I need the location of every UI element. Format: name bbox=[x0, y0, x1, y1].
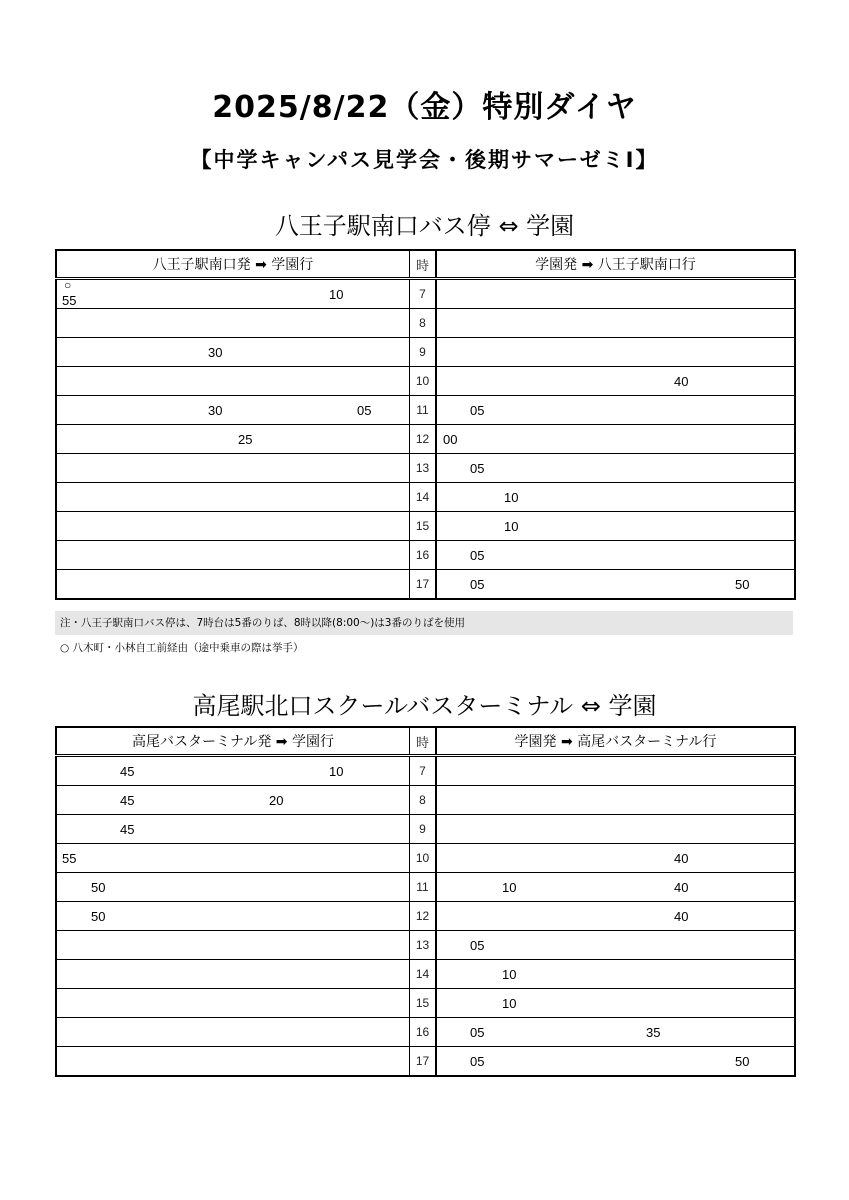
hour-column-header: 時 bbox=[410, 727, 437, 756]
departures-right-cell bbox=[436, 931, 795, 960]
departures-right-cell bbox=[436, 512, 795, 541]
departures-left-cell bbox=[56, 279, 410, 309]
departure-minute: 55 bbox=[62, 293, 77, 308]
departure-minute: 05 bbox=[470, 577, 485, 592]
departure-minute: 55 bbox=[62, 851, 77, 866]
table-row bbox=[56, 483, 795, 512]
table-row bbox=[56, 367, 795, 396]
hour-cell: 12 bbox=[410, 902, 437, 931]
hour-cell: 14 bbox=[410, 483, 437, 512]
departure-minute: 30 bbox=[208, 403, 223, 418]
table-row bbox=[56, 1047, 795, 1077]
departure-minute: 30 bbox=[208, 345, 223, 360]
departures-right-cell bbox=[436, 425, 795, 454]
departure-minute: 05 bbox=[357, 403, 372, 418]
hour-cell: 7 bbox=[410, 756, 437, 786]
departures-right-cell bbox=[436, 396, 795, 425]
hour-cell: 13 bbox=[410, 931, 437, 960]
departures-left-cell bbox=[56, 454, 410, 483]
departures-right-cell bbox=[436, 454, 795, 483]
hour-cell: 9 bbox=[410, 815, 437, 844]
departure-minute: 10 bbox=[502, 996, 517, 1011]
departure-minute: 10 bbox=[502, 880, 517, 895]
departures-right-cell bbox=[436, 1018, 795, 1047]
hour-cell: 11 bbox=[410, 396, 437, 425]
departure-minute: 35 bbox=[646, 1025, 661, 1040]
departure-minute: 40 bbox=[674, 909, 689, 924]
table-row bbox=[56, 279, 795, 309]
table-row bbox=[56, 570, 795, 600]
right-column-header: 学園発 ➡ 高尾バスターミナル行 bbox=[436, 727, 795, 756]
departures-left-cell bbox=[56, 960, 410, 989]
departures-left-cell bbox=[56, 1047, 410, 1077]
departure-minute: 05 bbox=[470, 938, 485, 953]
table-row bbox=[56, 541, 795, 570]
page-title: 2025/8/22（金）特別ダイヤ bbox=[212, 90, 637, 125]
table-row bbox=[56, 844, 795, 873]
table-row bbox=[56, 756, 795, 786]
route-via-note: ○ 八木町・小林自工前経由（途中乗車の際は挙手） bbox=[60, 642, 304, 654]
departures-right-cell bbox=[436, 541, 795, 570]
departure-minute: 05 bbox=[470, 403, 485, 418]
departures-right-cell bbox=[436, 367, 795, 396]
departure-minute: 05 bbox=[470, 461, 485, 476]
departures-right-cell bbox=[436, 756, 795, 786]
departure-minute: 10 bbox=[504, 490, 519, 505]
table-row bbox=[56, 786, 795, 815]
table-row bbox=[56, 931, 795, 960]
departures-right-cell bbox=[436, 338, 795, 367]
left-column-header: 八王子駅南口発 ➡ 学園行 bbox=[56, 250, 410, 279]
table-row bbox=[56, 989, 795, 1018]
table-row bbox=[56, 396, 795, 425]
hour-cell: 11 bbox=[410, 873, 437, 902]
departures-left-cell bbox=[56, 512, 410, 541]
departures-left-cell bbox=[56, 786, 410, 815]
departure-minute: 20 bbox=[269, 793, 284, 808]
table-row bbox=[56, 1018, 795, 1047]
departure-minute: 00 bbox=[443, 432, 458, 447]
departures-right-cell bbox=[436, 483, 795, 512]
departures-right-cell bbox=[436, 309, 795, 338]
departure-minute: 10 bbox=[502, 967, 517, 982]
table-row bbox=[56, 512, 795, 541]
table-row bbox=[56, 873, 795, 902]
departures-left-cell bbox=[56, 309, 410, 338]
departures-right-cell bbox=[436, 873, 795, 902]
hour-cell: 13 bbox=[410, 454, 437, 483]
hour-cell: 12 bbox=[410, 425, 437, 454]
departures-left-cell bbox=[56, 815, 410, 844]
departures-left-cell bbox=[56, 483, 410, 512]
departure-minute: 50 bbox=[735, 1054, 750, 1069]
departure-minute: 50 bbox=[735, 577, 750, 592]
departure-minute: 45 bbox=[120, 793, 135, 808]
departure-minute: 40 bbox=[674, 374, 689, 389]
table-row bbox=[56, 902, 795, 931]
hour-cell: 7 bbox=[410, 279, 437, 309]
departures-left-cell bbox=[56, 1018, 410, 1047]
right-column-header: 学園発 ➡ 八王子駅南口行 bbox=[436, 250, 795, 279]
table-row bbox=[56, 454, 795, 483]
departures-right-cell bbox=[436, 902, 795, 931]
departures-right-cell bbox=[436, 989, 795, 1018]
page-subtitle: 【中学キャンパス見学会・後期サマーゼミⅠ】 bbox=[190, 148, 659, 172]
departure-minute: 40 bbox=[674, 851, 689, 866]
departure-minute: 05 bbox=[470, 1025, 485, 1040]
departures-left-cell bbox=[56, 396, 410, 425]
departures-left-cell bbox=[56, 931, 410, 960]
departure-minute: 05 bbox=[470, 1054, 485, 1069]
departures-right-cell bbox=[436, 570, 795, 600]
hour-cell: 17 bbox=[410, 1047, 437, 1077]
departure-minute: 45 bbox=[120, 764, 135, 779]
timetable-hachioji bbox=[55, 249, 796, 600]
departure-minute: 10 bbox=[329, 764, 344, 779]
departure-minute: 10 bbox=[329, 287, 344, 302]
departures-left-cell bbox=[56, 844, 410, 873]
table-row bbox=[56, 425, 795, 454]
hour-cell: 10 bbox=[410, 844, 437, 873]
departures-right-cell bbox=[436, 815, 795, 844]
departure-minute: 45 bbox=[120, 822, 135, 837]
departures-right-cell bbox=[436, 960, 795, 989]
departure-minute: 50 bbox=[91, 880, 106, 895]
departures-right-cell bbox=[436, 279, 795, 309]
hour-cell: 15 bbox=[410, 989, 437, 1018]
departures-right-cell bbox=[436, 786, 795, 815]
hour-cell: 15 bbox=[410, 512, 437, 541]
departures-left-cell bbox=[56, 425, 410, 454]
table-row bbox=[56, 815, 795, 844]
departures-right-cell bbox=[436, 1047, 795, 1077]
table-row bbox=[56, 338, 795, 367]
departure-minute: 50 bbox=[91, 909, 106, 924]
departure-minute: 40 bbox=[674, 880, 689, 895]
via-marker: ○ bbox=[64, 278, 72, 292]
timetable-header-row bbox=[56, 727, 795, 756]
hour-cell: 10 bbox=[410, 367, 437, 396]
stop-note: 注・八王子駅南口バス停は、7時台は5番のりば、8時以降(8:00～)は3番のりばを使用 bbox=[55, 611, 793, 635]
hour-cell: 14 bbox=[410, 960, 437, 989]
table-row bbox=[56, 960, 795, 989]
table-row bbox=[56, 309, 795, 338]
hour-cell: 8 bbox=[410, 309, 437, 338]
hour-cell: 16 bbox=[410, 541, 437, 570]
hour-cell: 8 bbox=[410, 786, 437, 815]
departure-minute: 25 bbox=[238, 432, 253, 447]
departure-minute: 10 bbox=[504, 519, 519, 534]
hour-cell: 16 bbox=[410, 1018, 437, 1047]
departures-left-cell bbox=[56, 541, 410, 570]
departures-left-cell bbox=[56, 338, 410, 367]
left-column-header: 高尾バスターミナル発 ➡ 学園行 bbox=[56, 727, 410, 756]
timetable-takao bbox=[55, 726, 796, 1077]
departures-left-cell bbox=[56, 367, 410, 396]
section-heading-hachioji: 八王子駅南口バス停 ⇔ 学園 bbox=[274, 212, 575, 240]
section-heading-takao: 高尾駅北口スクールバスターミナル ⇔ 学園 bbox=[192, 692, 657, 720]
hour-cell: 17 bbox=[410, 570, 437, 600]
departures-left-cell bbox=[56, 756, 410, 786]
hour-column-header: 時 bbox=[410, 250, 437, 279]
departures-left-cell bbox=[56, 570, 410, 600]
departures-right-cell bbox=[436, 844, 795, 873]
departures-left-cell bbox=[56, 873, 410, 902]
hour-cell: 9 bbox=[410, 338, 437, 367]
departures-left-cell bbox=[56, 902, 410, 931]
departures-left-cell bbox=[56, 989, 410, 1018]
timetable-header-row bbox=[56, 250, 795, 279]
departure-minute: 05 bbox=[470, 548, 485, 563]
